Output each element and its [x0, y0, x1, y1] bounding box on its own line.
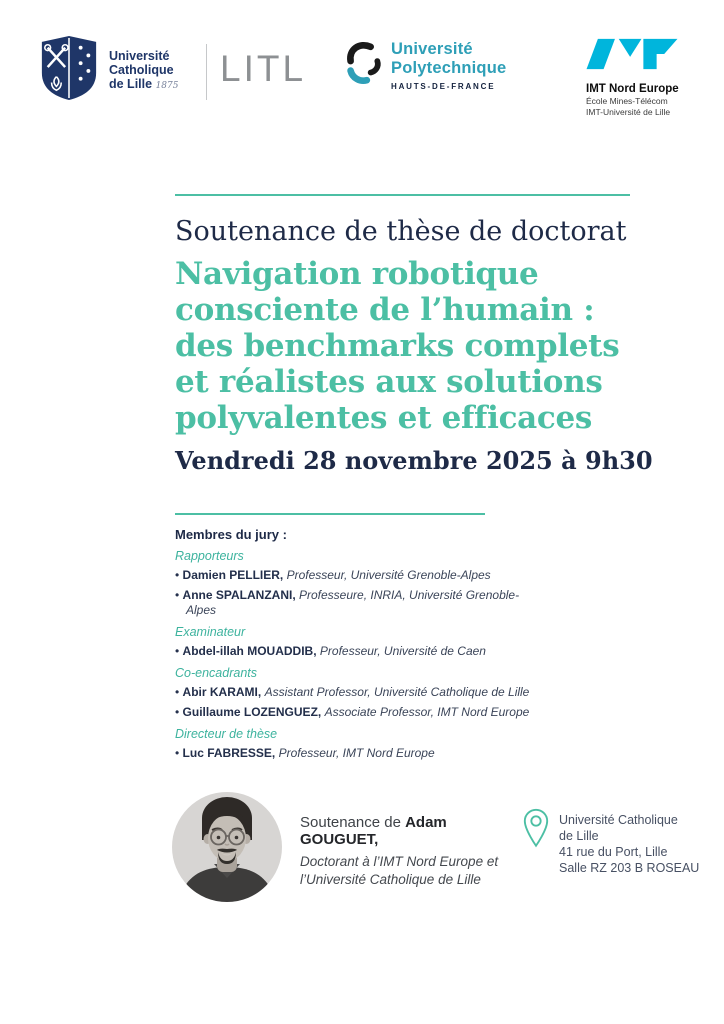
- member-desc: Professeure, INRIA, Université Grenoble-Alpes: [186, 588, 520, 617]
- member-name: Luc FABRESSE,: [182, 746, 276, 760]
- ucl-line2: Catholique: [109, 62, 174, 77]
- candidate-photo: [172, 792, 282, 902]
- candidate-sub: [300, 853, 520, 889]
- ucl-shield-icon: [38, 34, 100, 107]
- jury-role-examinateur: Examinateur: [175, 625, 246, 639]
- location-line2: de Lille: [559, 829, 599, 843]
- thesis-title-line3: des benchmarks complets: [175, 328, 620, 364]
- imt-sub2: IMT-Université de Lille: [586, 106, 671, 117]
- jury-member: [175, 588, 537, 618]
- member-desc: Professeur, Université Grenoble-Alpes: [286, 568, 491, 582]
- ucl-line3: de Lille 1875: [109, 76, 179, 91]
- uphf-logo: [342, 40, 506, 91]
- member-desc: Professeur, Université de Caen: [319, 644, 486, 658]
- member-desc: Associate Professor, IMT Nord Europe: [324, 705, 530, 719]
- jury-member: [175, 746, 537, 761]
- uphf-logo-text: [391, 40, 506, 91]
- member-desc: Professeur, IMT Nord Europe: [278, 746, 435, 760]
- member-name: Abir KARAMI,: [182, 685, 262, 699]
- uphf-line2: Polytechnique: [391, 59, 507, 77]
- jury-role-directeur: Directeur de thèse: [175, 727, 278, 741]
- member-desc: Assistant Professor, Université Catholique de Lille: [264, 685, 530, 699]
- ucl-logo: [38, 34, 178, 107]
- jury-section: [175, 527, 537, 766]
- location-line3: 41 rue du Port, Lille: [559, 845, 668, 859]
- imt-sub1: École Mines-Télécom: [586, 96, 668, 106]
- litl-logo: LITL: [220, 48, 307, 89]
- location-line4: Salle RZ 203 B ROSEAU: [559, 861, 700, 875]
- ucl-year: 1875: [155, 80, 179, 91]
- candidate-block: [300, 814, 520, 889]
- jury-heading: Membres du jury :: [175, 527, 287, 542]
- jury-role-rapporteurs: Rapporteurs: [175, 549, 244, 563]
- jury-member: [175, 705, 537, 720]
- thesis-title-line4: et réalistes aux solutions: [175, 364, 603, 400]
- imt-name: IMT Nord Europe: [586, 83, 679, 95]
- candidate-prefix: Soutenance de: [300, 814, 406, 831]
- uphf-logo-mark-icon: [342, 40, 384, 91]
- imt-logo-mark-icon: [586, 36, 679, 77]
- ucl-line1: Université: [109, 48, 170, 63]
- location-text: [559, 808, 699, 876]
- member-name: Guillaume LOZENGUEZ,: [182, 705, 322, 719]
- candidate-sub1: Doctorant à l’IMT Nord Europe et: [300, 854, 499, 869]
- member-name: Abdel-illah MOUADDIB,: [182, 644, 317, 658]
- location-line1: Université Catholique: [559, 813, 678, 827]
- kicker-title: Soutenance de thèse de doctorat: [175, 216, 627, 247]
- thesis-title-line5: polyvalentes et efficaces: [175, 400, 593, 436]
- jury-member: [175, 644, 537, 659]
- jury-member: [175, 568, 537, 583]
- thesis-title: [175, 256, 695, 436]
- location-block: [522, 808, 699, 876]
- thesis-title-line1: Navigation robotique: [175, 256, 539, 292]
- defense-date: Vendredi 28 novembre 2025 à 9h30: [175, 446, 653, 475]
- candidate-sub2: l’Université Catholique de Lille: [300, 872, 481, 887]
- uphf-sub: HAUTS-DE-FRANCE: [391, 82, 496, 91]
- candidate-line: [300, 814, 520, 848]
- jury-role-co-encadrants: Co-encadrants: [175, 666, 257, 680]
- jury-rule: [175, 513, 485, 515]
- member-name: Anne SPALANZANI,: [182, 588, 296, 602]
- candidate-name: Adam GOUGUET,: [300, 814, 447, 848]
- thesis-title-line2: consciente de l’humain :: [175, 292, 595, 328]
- uphf-line1: Université: [391, 40, 473, 58]
- map-pin-icon: [522, 808, 550, 853]
- logo-divider: [206, 44, 207, 100]
- imt-logo: [586, 36, 679, 117]
- member-name: Damien PELLIER,: [182, 568, 284, 582]
- ucl-logo-text: [109, 49, 178, 93]
- top-rule: [175, 194, 630, 196]
- jury-member: [175, 685, 537, 700]
